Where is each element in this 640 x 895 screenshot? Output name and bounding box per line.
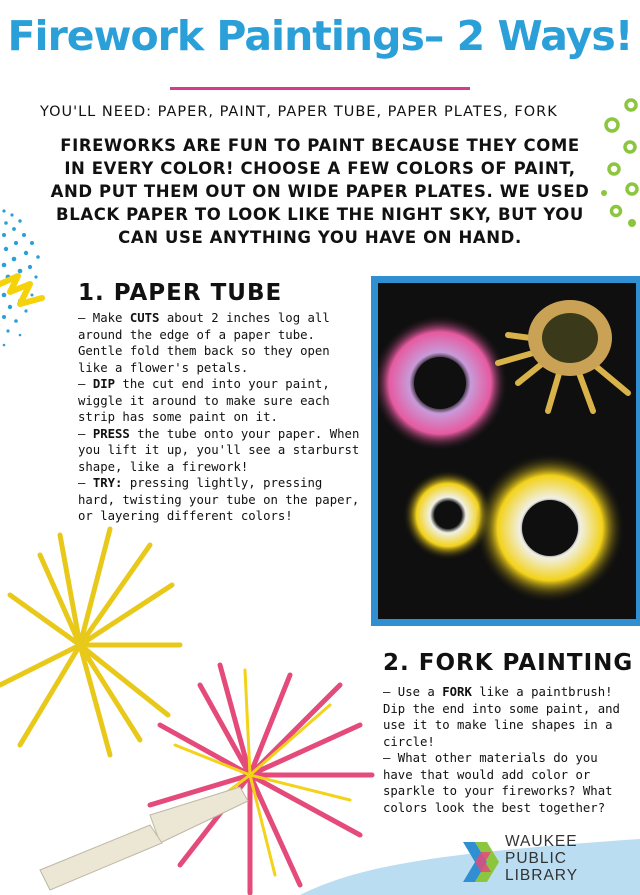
list-item: – Use a FORK like a paintbrush! Dip the end into some paint, and use it to make line shapes in a circle! (383, 685, 620, 749)
green-dots-right (598, 95, 640, 235)
intro-text: FIREWORKS ARE FUN TO PAINT BECAUSE THEY COME IN EVERY COLOR! CHOOSE A FEW COLORS OF PAINT, AND PUT THEM OUT ON WIDE PAPER PLATES. WE USED BLACK PAPER TO LOOK LIKE THE NIGHT SKY, BUT YOU CAN USE ANYTHING YOU HAVE ON HAND. (50, 136, 590, 247)
library-logo-icon (461, 838, 501, 888)
list-item: – PRESS the tube onto your paper. When you lift it up, you'll see a starburst shape, like a firework! (78, 426, 360, 474)
list-item: – What other materials do you have that would add color or sparkle to your fireworks? What colors look the best together? (383, 751, 613, 815)
list-item: – DIP the cut end into your paint, wiggle it around to make sure each strip has some paint on it. (78, 377, 330, 424)
logo-line-1: WAUKEE (505, 833, 578, 850)
paper-tube-fireworks-photo (378, 283, 636, 619)
yellow-zigzag-left (0, 270, 50, 330)
list-item: – TRY: pressing lightly, pressing hard, twisting your tube on the paper, or layering different colors! (78, 476, 360, 523)
section2-steps (383, 684, 628, 816)
title-underline (170, 87, 470, 90)
section1-heading: 1. PAPER TUBE (78, 280, 283, 306)
logo-line-2: PUBLIC (505, 850, 567, 867)
supplies-list: YOU'LL NEED: PAPER, PAINT, PAPER TUBE, PAPER PLATES, FORK (40, 104, 558, 120)
library-logo-text (505, 833, 578, 884)
logo-line-3: LIBRARY (505, 867, 579, 884)
page-title: Firework Paintings– 2 Ways! (7, 12, 633, 60)
section2-heading: 2. FORK PAINTING (383, 650, 634, 676)
list-item: – Make CUTS about 2 inches log all around the edge of a paper tube. Gentle fold them back so they open like a flower's petals. (78, 311, 330, 375)
section1-steps (78, 310, 363, 525)
